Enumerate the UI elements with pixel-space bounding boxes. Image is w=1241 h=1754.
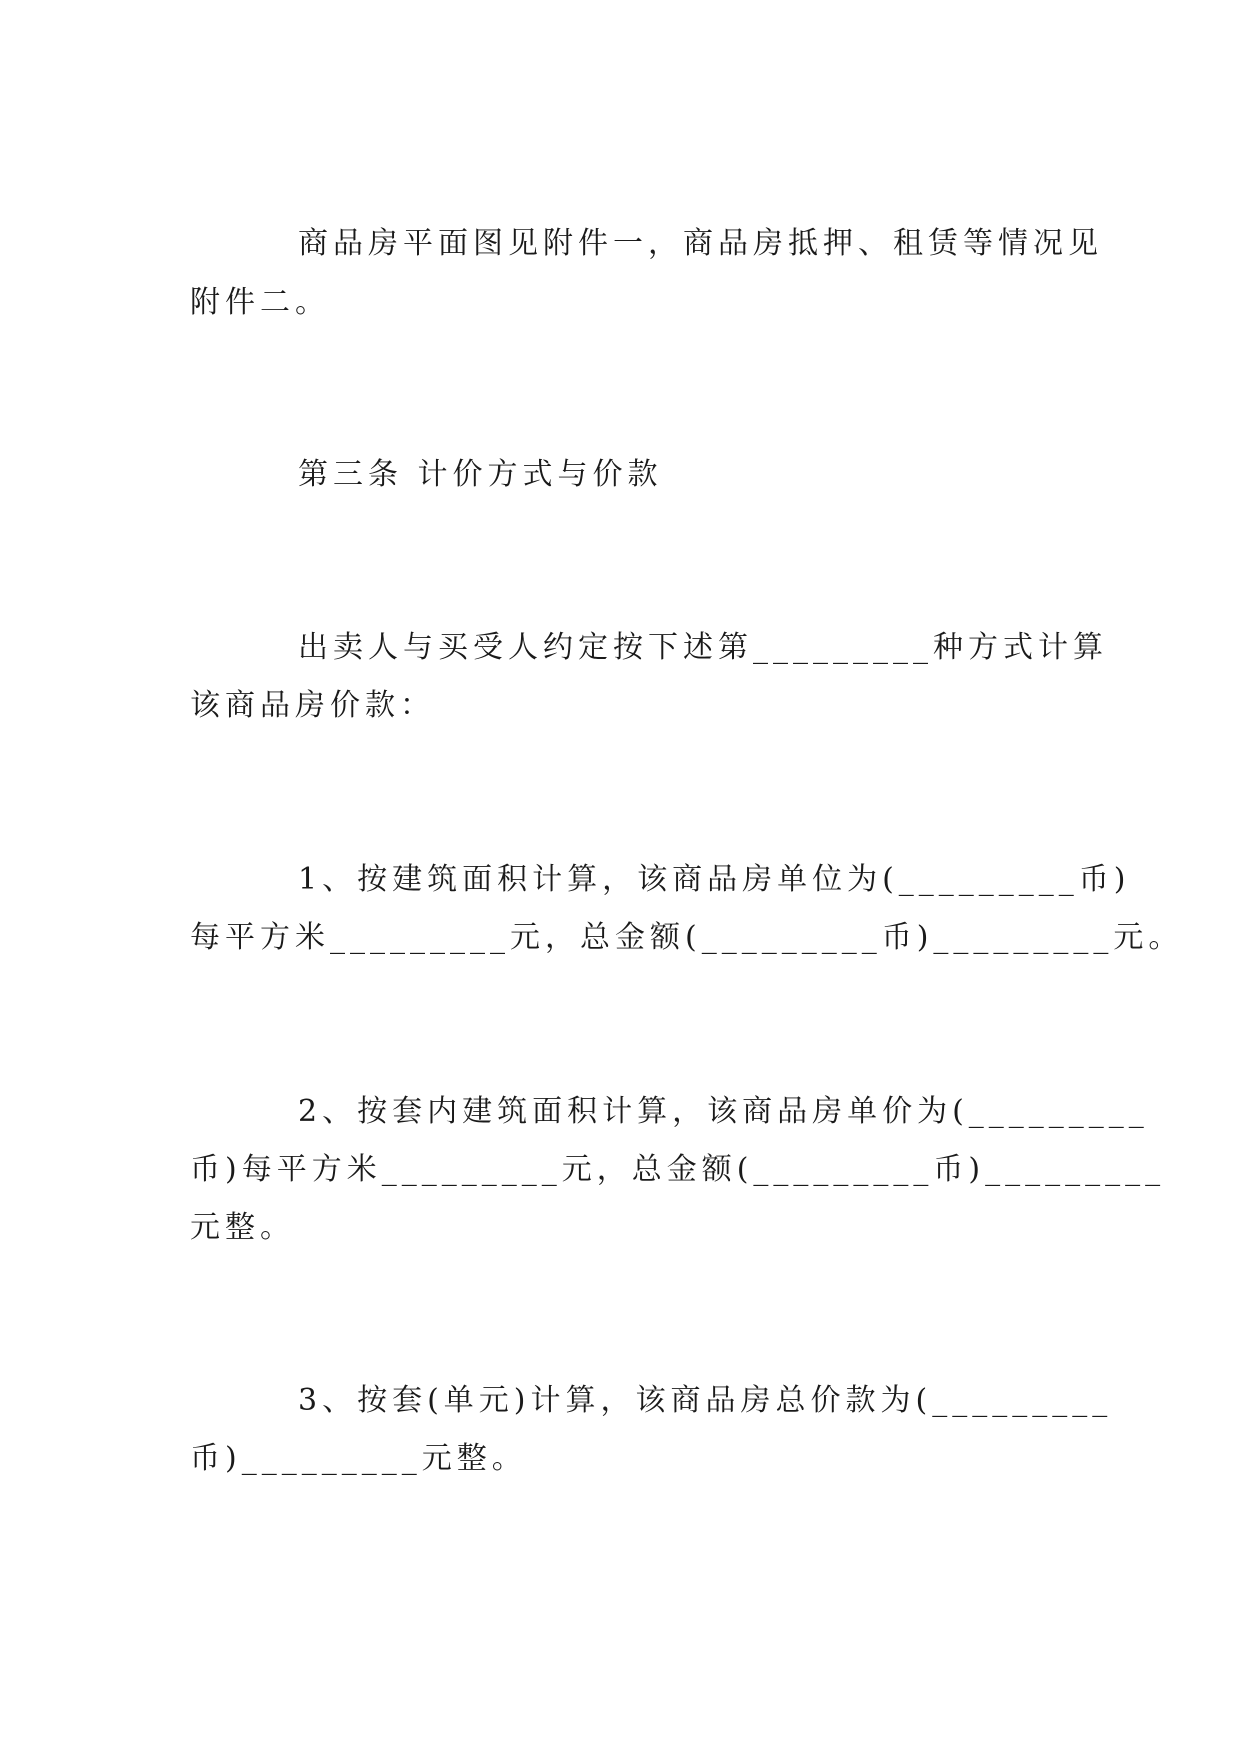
- option-2-line-1: 2、按套内建筑面积计算，该商品房单价为(_________: [298, 1094, 1149, 1129]
- section-heading-article-3: 第三条 计价方式与价款: [298, 457, 663, 492]
- option-1-line-1: 1、按建筑面积计算，该商品房单位为(_________币): [298, 862, 1131, 897]
- paragraph-pricing-method-line-2: 该商品房价款：: [190, 688, 435, 723]
- paragraph-attachments-line-2: 附件二。: [190, 285, 330, 320]
- paragraph-attachments-line-1: 商品房平面图见附件一，商品房抵押、租赁等情况见: [298, 226, 1103, 261]
- option-3-line-1: 3、按套(单元)计算，该商品房总价款为(_________: [298, 1383, 1113, 1418]
- option-1-line-2: 每平方米_________元，总金额(_________币)_________元。: [190, 920, 1184, 955]
- option-3-line-2: 币)_________元整。: [190, 1441, 527, 1476]
- paragraph-pricing-method-line-1: 出卖人与买受人约定按下述第_________种方式计算: [298, 630, 1108, 665]
- option-2-line-3: 元整。: [190, 1210, 295, 1245]
- option-2-line-2: 币)每平方米_________元，总金额(_________币)_________: [190, 1152, 1166, 1187]
